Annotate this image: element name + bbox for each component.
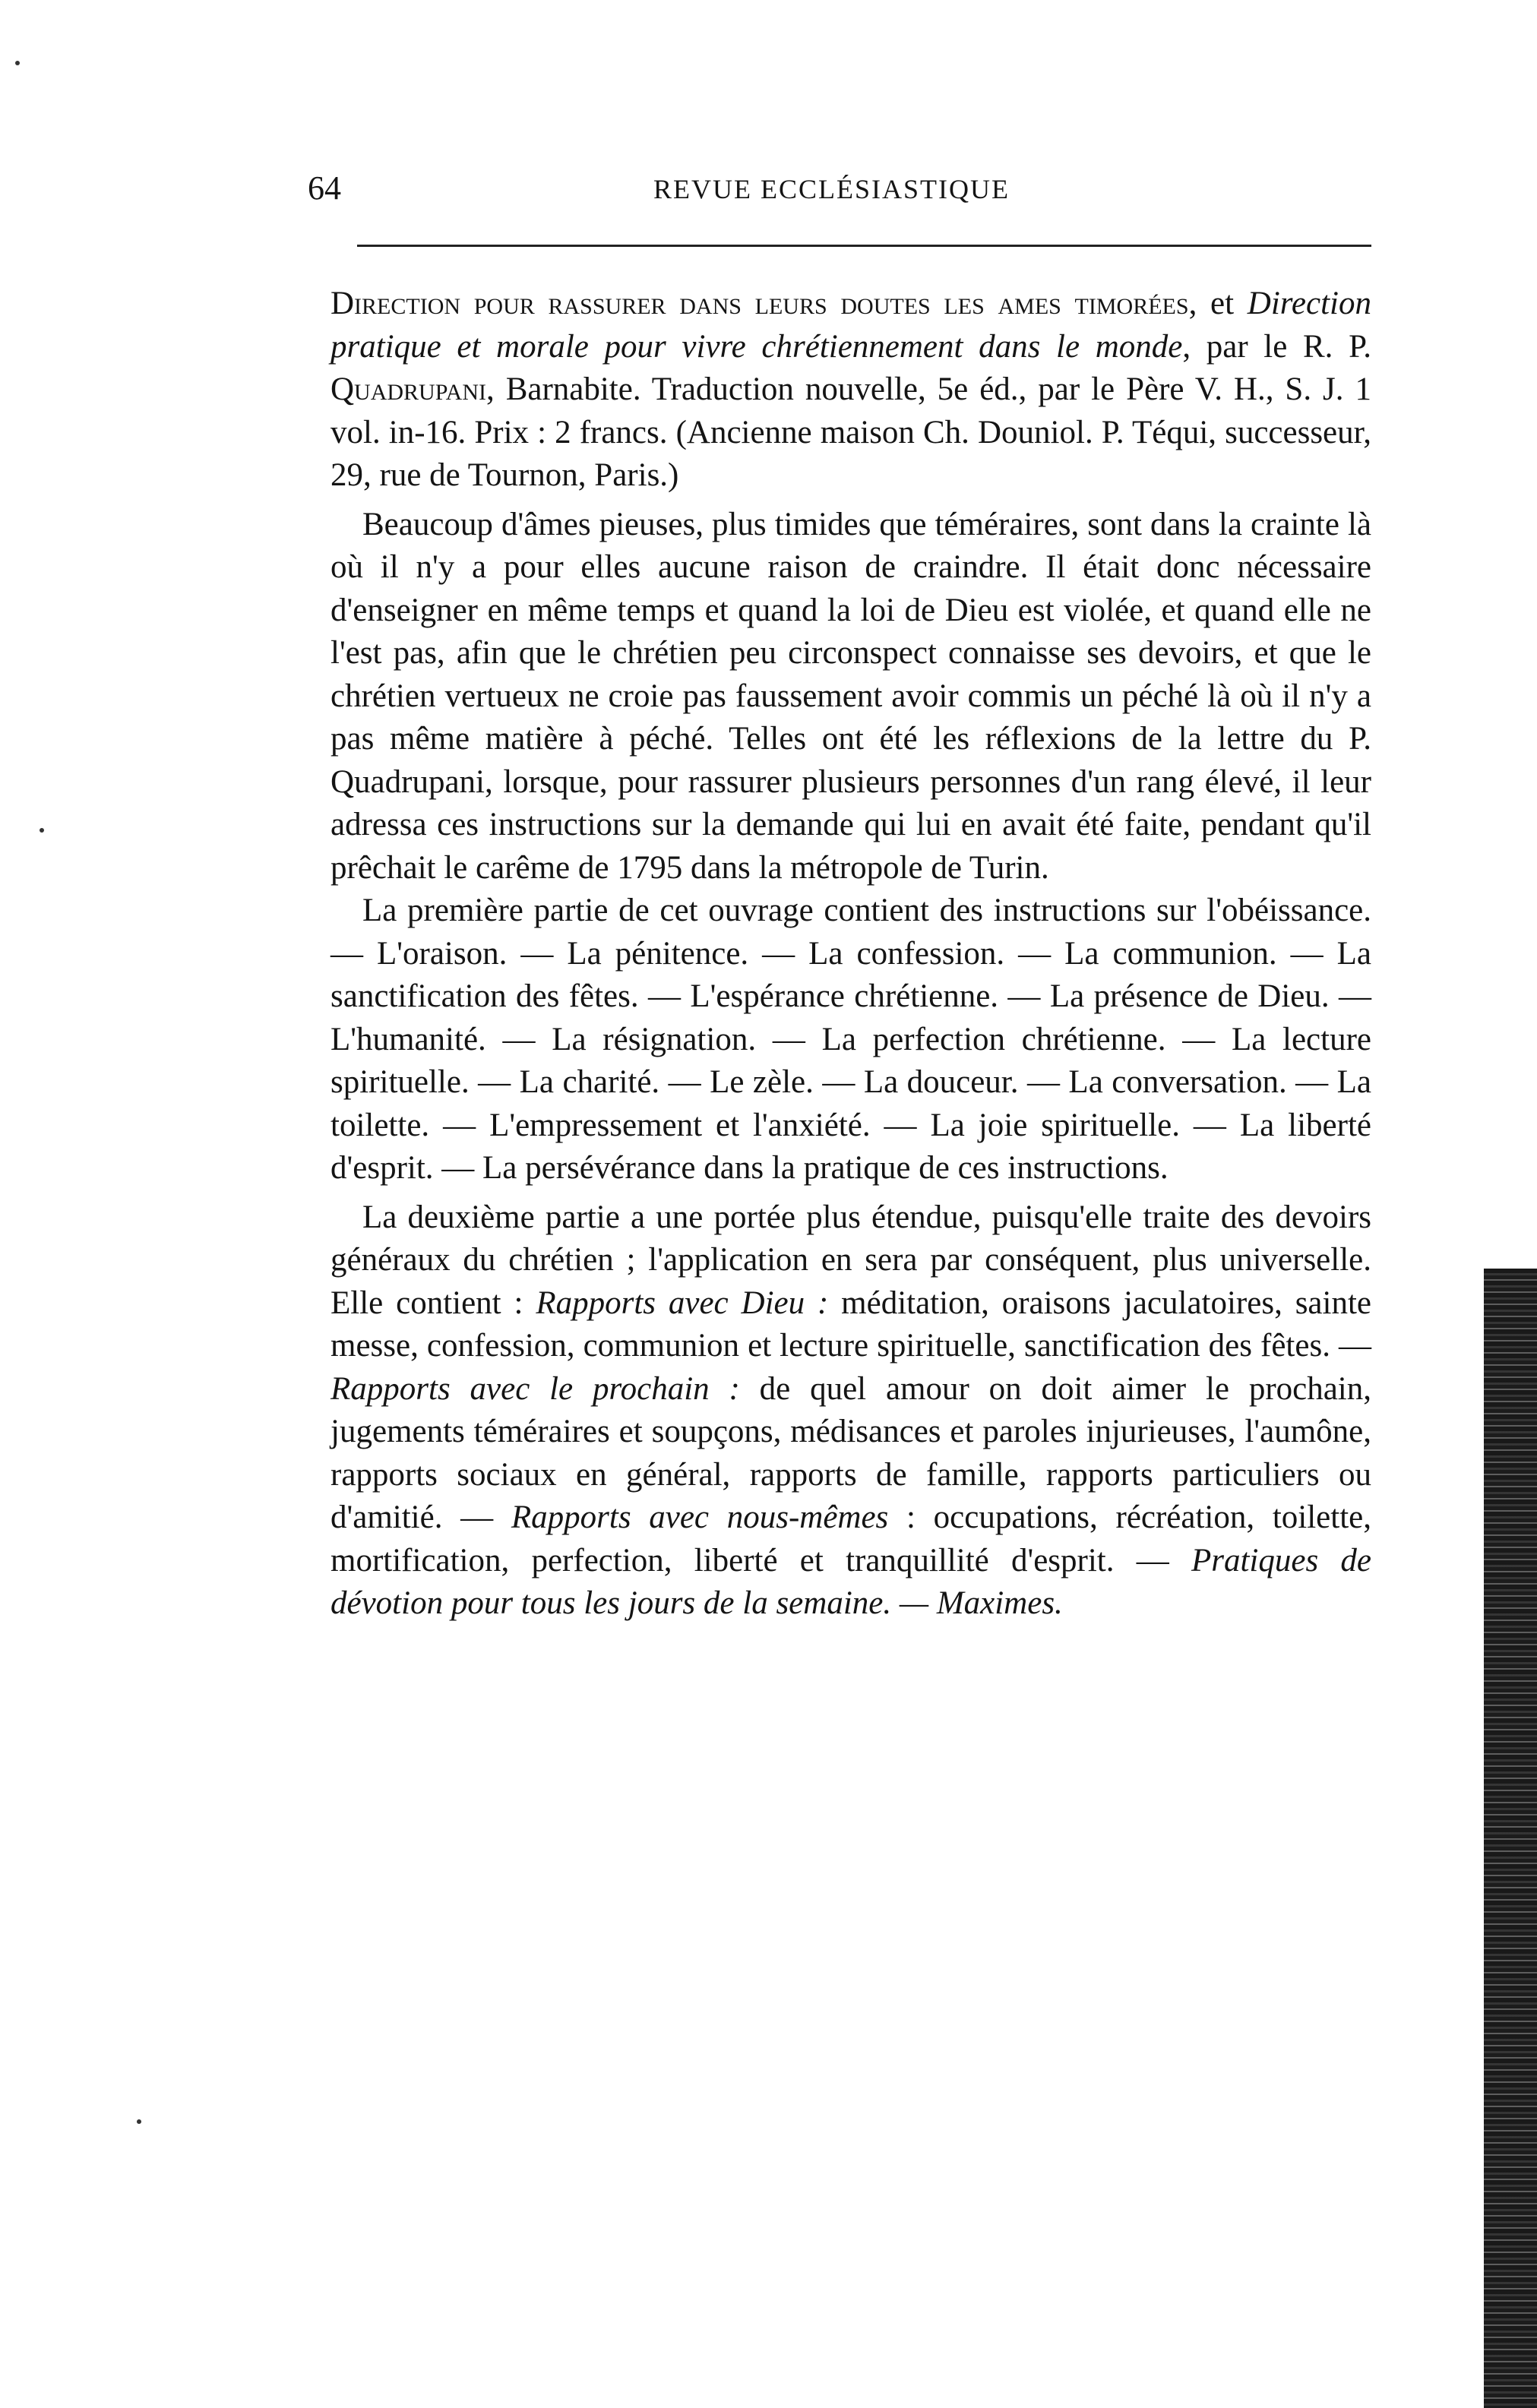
page-number: 64: [308, 169, 341, 207]
review-paragraph-2: La première partie de cet ouvrage contient des instructions sur l'obéissance. — L'oraison. — La pénitence. — La confession. — La communion. — La sanctification des fêtes. — L'espérance chrétienne. — La présence de Dieu. — L'humanité. — La résignation. — La perfection chrétienne. — La lecture spirituelle. — La charité. — Le zèle. — La douceur. — La conversation. — La toilette. — L'empressement et l'anxiété. — La joie spirituelle. — La liberté d'esprit. — La persévérance dans la pratique de ces instructions.: [330, 893, 1371, 1186]
scan-speck: [15, 61, 20, 65]
scan-speck: [40, 828, 44, 833]
page-header: [308, 169, 1371, 214]
header-rule: [357, 245, 1371, 247]
review-paragraph-1: Beaucoup d'âmes pieuses, plus timides que téméraires, sont dans la crainte là où il n'y a pour elles aucune raison de craindre. Il était donc nécessaire d'enseigner en même temps et quand la loi de Dieu est violée, et quand elle ne l'est pas, afin que le chrétien peu circonspect connaisse ses devoirs, et que le chrétien vertueux ne croie pas faussement avoir commis un péché là où il n'y a pas même matière à péché. Telles ont été les réflexions de la lettre du P. Quadrupani, lorsque, pour rassurer plusieurs personnes d'un rang élevé, il leur adressa ces instructions sur la demande qui lui en avait été faite, pendant qu'il prêchait le carême de 1795 dans la métropole de Turin.: [330, 506, 1371, 886]
book-title: Direction pour rassurer dans leurs doutes les ames timorées: [330, 286, 1189, 321]
book-author: Quadrupani: [330, 371, 486, 407]
review-paragraph-3: La deuxième partie a une portée plus étendue, puisqu'elle traite des devoirs généraux du chrétien ; l'application en sera par conséquent, plus universelle. Elle contient : Rapports avec Dieu : méditation, oraisons jaculatoires, sainte messe, confession, communion et lecture spirituelle, sanctification des fêtes. — Rapports avec le prochain : de quel amour on doit aimer le prochain, jugements téméraires et soupçons, médisances et paroles injurieuses, l'aumône, rapports sociaux en général, rapports de famille, rapports particuliers ou d'amitié. — Rapports avec nous-mêmes : occupations, récréation, toilette, mortification, perfection, liberté et tranquillité d'esprit. — Pratiques de dévotion pour tous les jours de la semaine. — Maximes.: [330, 1199, 1372, 1621]
page-body: [330, 283, 1371, 1626]
book-subtitle: Direction pratique et morale pour vivre chrétiennement dans le monde: [330, 286, 1371, 365]
scan-edge-strip: [1484, 1269, 1537, 2408]
running-title: REVUE ECCLÉSIASTIQUE: [653, 174, 1010, 204]
book-details: , Barnabite. Traduction nouvelle, 5e éd., par le Père V. H., S. J. 1 vol. in-16. Prix : 2 francs. (Ancienne maison Ch. Douniol. P. Téqui, successeur, 29, rue de Tournon, Paris.): [330, 371, 1371, 493]
scan-speck: [137, 2119, 141, 2124]
book-entry: Direction pour rassurer dans leurs doutes les ames timorées, et Direction pratique et morale pour vivre chrétiennement dans le monde, par le R. P. Quadrupani, Barnabite. Traduction nouvelle, 5e éd., par le Père V. H., S. J. 1 vol. in-16. Prix : 2 francs. (Ancienne maison Ch. Douniol. P. Téqui, successeur, 29, rue de Tournon, Paris.): [330, 286, 1371, 493]
